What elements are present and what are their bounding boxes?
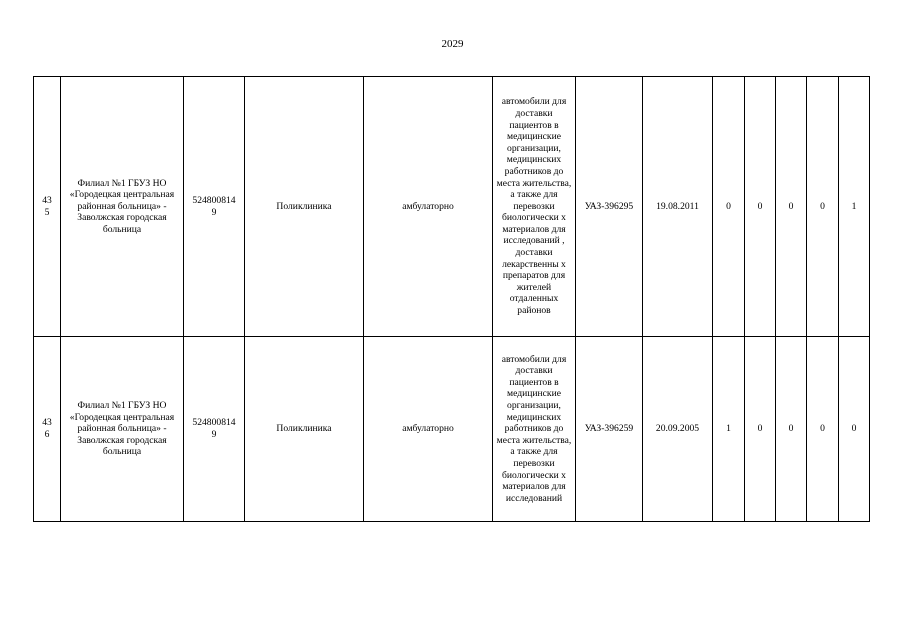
inn-cell: 524800814 9 xyxy=(184,77,245,337)
organization-cell: Филиал №1 ГБУЗ НО «Городецкая центральная районная больница» - Заволжская городская больница xyxy=(61,77,184,337)
count-cell: 0 xyxy=(776,77,807,337)
vehicle-model-cell: УАЗ-396295 xyxy=(576,77,643,337)
date-cell: 19.08.2011 xyxy=(643,77,713,337)
organization-cell: Филиал №1 ГБУЗ НО «Городецкая центральная районная больница» - Заволжская городская больница xyxy=(61,337,184,522)
count-cell: 0 xyxy=(839,337,870,522)
count-cell: 0 xyxy=(776,337,807,522)
page-number: 2029 xyxy=(441,38,464,50)
count-cell: 0 xyxy=(807,337,839,522)
purpose-cell: автомобили для доставки пациентов в медицинские организации, медицинских работников до места жительства, а также для перевозки биологически х материалов для исследований , доставки лекарственны х препаратов для жителей отдаленных районов xyxy=(493,77,576,337)
inn-cell: 524800814 9 xyxy=(184,337,245,522)
purpose-cell: автомобили для доставки пациентов в медицинские организации, медицинских работников до места жительства, а также для перевозки биологически х материалов для исследований xyxy=(493,337,576,522)
table-row xyxy=(34,337,870,522)
row-index-cell: 43 5 xyxy=(34,77,61,337)
count-cell: 1 xyxy=(839,77,870,337)
facility-type-cell: Поликлиника xyxy=(245,337,364,522)
facility-type-cell: Поликлиника xyxy=(245,77,364,337)
registry-table xyxy=(33,76,870,522)
count-cell: 0 xyxy=(807,77,839,337)
count-cell: 1 xyxy=(713,337,745,522)
count-cell: 0 xyxy=(745,337,776,522)
row-index-cell: 43 6 xyxy=(34,337,61,522)
care-type-cell: амбулаторно xyxy=(364,337,493,522)
care-type-cell: амбулаторно xyxy=(364,77,493,337)
date-cell: 20.09.2005 xyxy=(643,337,713,522)
vehicle-model-cell: УАЗ-396259 xyxy=(576,337,643,522)
count-cell: 0 xyxy=(745,77,776,337)
count-cell: 0 xyxy=(713,77,745,337)
table-row xyxy=(34,77,870,337)
